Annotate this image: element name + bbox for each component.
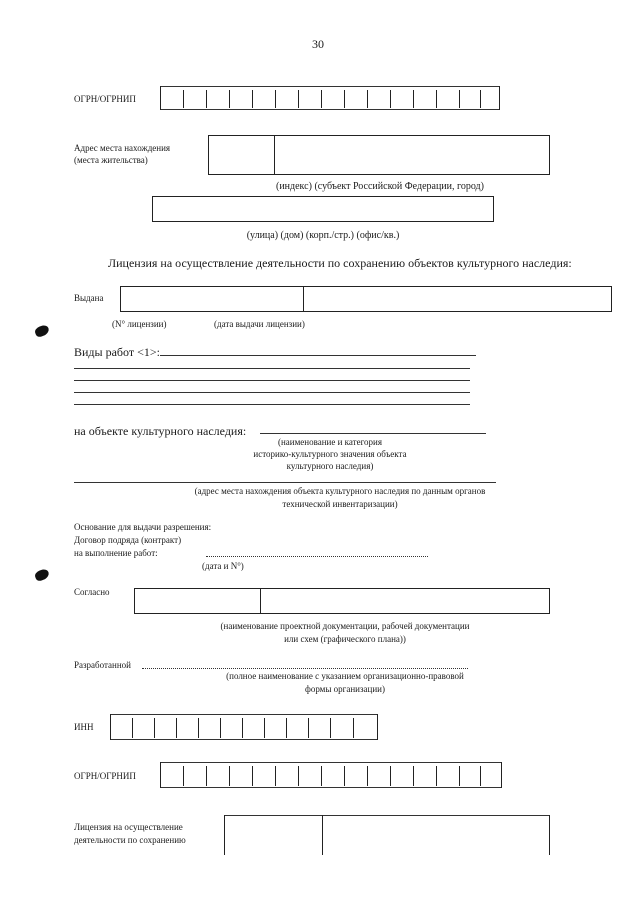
- documentation-caption-line2: или схем (графического плана)): [284, 634, 406, 644]
- punch-hole-mark-2: [34, 568, 51, 582]
- license-date-caption: (дата выдачи лицензии): [214, 319, 305, 329]
- address-label-line1: Адрес места нахождения: [74, 143, 171, 153]
- page-number: 30: [312, 37, 324, 51]
- according-label: Согласно: [74, 587, 110, 597]
- heritage-object-label: на объекте культурного наследия:: [74, 424, 247, 438]
- punch-hole-mark: [34, 324, 51, 338]
- work-types-line-2[interactable]: [74, 368, 470, 369]
- license-bottom-field[interactable]: [224, 815, 550, 855]
- contract-label-line2: на выполнение работ:: [74, 548, 158, 558]
- work-types-line-5[interactable]: [74, 404, 470, 405]
- address-caption-2: (улица) (дом) (корп./стр.) (офис/кв.): [246, 230, 400, 241]
- basis-label: Основание для выдачи разрешения:: [74, 522, 212, 532]
- work-types-label: Виды работ <1>:: [74, 345, 160, 359]
- license-label-line2: деятельности по сохранению: [74, 835, 186, 845]
- ogrn-label-1: ОГРН/ОГРНИП: [74, 94, 136, 104]
- developed-caption-line1: (полное наименование с указанием организационно-правовой: [226, 671, 464, 681]
- address-index-city-field[interactable]: [208, 135, 550, 175]
- heritage-address-field[interactable]: [74, 482, 496, 483]
- heritage-caption-line3: культурного наследия): [286, 461, 374, 471]
- work-types-line-3[interactable]: [74, 380, 470, 381]
- developed-label: Разработанной: [74, 660, 131, 670]
- issued-label: Выдана: [74, 293, 104, 303]
- license-number-caption: (N° лицензии): [112, 319, 167, 329]
- ogrn-cells-1[interactable]: [160, 86, 500, 110]
- heritage-caption-line1: (наименование и категория: [277, 437, 383, 447]
- inn-cells[interactable]: [110, 714, 378, 740]
- work-types-line-4[interactable]: [74, 392, 470, 393]
- heritage-address-caption-line1: (адрес места нахождения объекта культурного наследия по данным органов: [194, 486, 486, 496]
- license-issued-field[interactable]: [120, 286, 612, 312]
- contract-caption: (дата и N°): [202, 561, 244, 571]
- address-caption-1: (индекс) (субъект Российской Федерации, город): [276, 181, 484, 192]
- ogrn-cells-2[interactable]: [160, 762, 502, 788]
- license-heading: Лицензия на осуществление деятельности по сохранению объектов культурного наследия:: [108, 256, 572, 270]
- developed-field[interactable]: [142, 668, 468, 669]
- ogrn-label-2: ОГРН/ОГРНИП: [74, 771, 136, 781]
- documentation-caption-line1: (наименование проектной документации, рабочей документации: [220, 621, 470, 631]
- heritage-address-caption-line2: технической инвентаризации): [282, 499, 398, 509]
- heritage-caption-line2: историко-культурного значения объекта: [253, 449, 407, 459]
- inn-label: ИНН: [74, 722, 94, 732]
- work-types-field[interactable]: [160, 355, 476, 356]
- contract-field[interactable]: [206, 556, 428, 557]
- license-label-line1: Лицензия на осуществление: [74, 822, 183, 832]
- heritage-object-field[interactable]: [260, 433, 486, 434]
- address-label-line2: (места жительства): [74, 155, 148, 165]
- developed-caption-line2: формы организации): [304, 684, 385, 694]
- documentation-field[interactable]: [134, 588, 550, 614]
- contract-label-line1: Договор подряда (контракт): [74, 535, 182, 545]
- address-street-field[interactable]: [152, 196, 494, 222]
